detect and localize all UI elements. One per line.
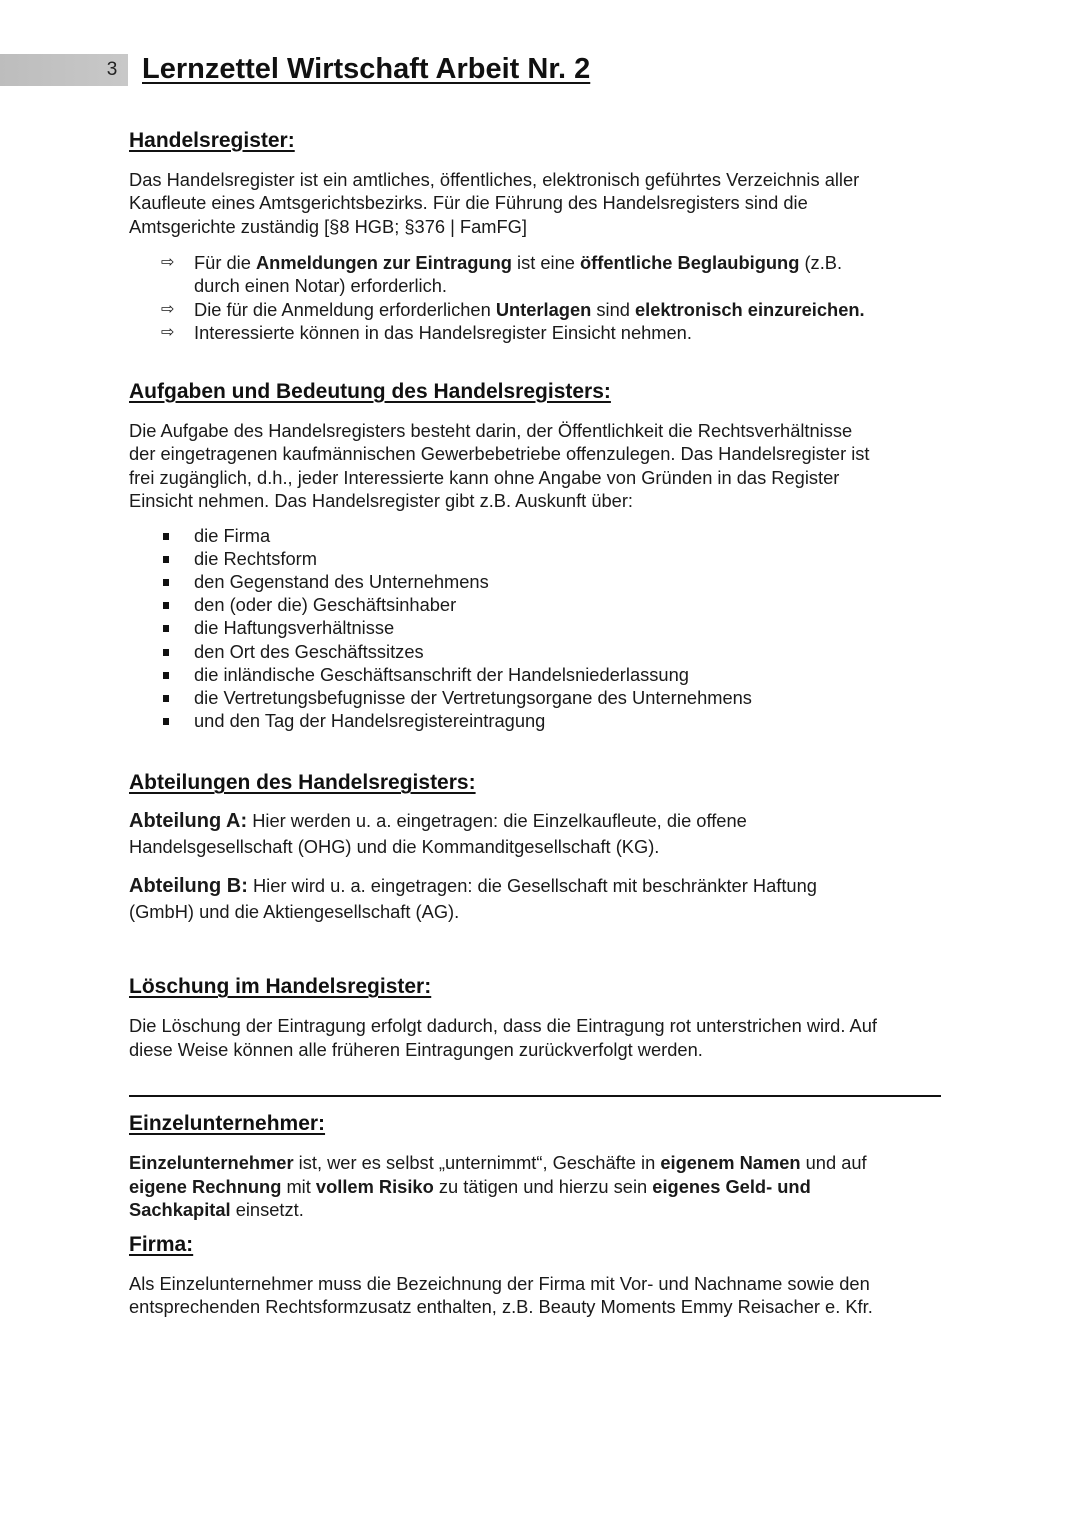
heading-aufgaben: Aufgaben und Bedeutung des Handelsregisters: (129, 380, 611, 404)
list-item-text: die Firma (194, 524, 271, 546)
heading-handelsregister: Handelsregister: (129, 129, 295, 152)
text: und auf (800, 1152, 867, 1174)
section-handelsregister (129, 126, 969, 344)
list-item-text: die Vertretungsbefugnisse der Vertretungsorgane des Unternehmens (194, 687, 752, 709)
list-item (129, 570, 969, 593)
list-item (129, 321, 969, 344)
section-einzelunternehmer (129, 1109, 969, 1221)
bold-text: eigenes Geld- und (652, 1175, 811, 1197)
bold-text: Einzelunternehmer (129, 1152, 294, 1174)
text-line: Einsicht nehmen. Das Handelsregister gibt z.B. Auskunft über: (129, 490, 634, 512)
bold-text: Sachkapital (129, 1199, 231, 1221)
square-bullet-icon (163, 625, 169, 632)
square-bullet-icon (163, 533, 169, 540)
text: Handelsgesellschaft (OHG) und die Kommanditgesellschaft (KG). (129, 836, 660, 858)
aufgaben-text (129, 419, 969, 513)
square-bullet-icon (163, 579, 169, 586)
page-number: 3 (106, 59, 118, 80)
square-bullet-icon (163, 602, 169, 609)
text: (GmbH) und die Aktiengesellschaft (AG). (129, 901, 460, 923)
intro-line: Kaufleute eines Amtsgerichtsbezirks. Für die Führung des Handelsregisters sind die (129, 192, 808, 214)
text: Für die (194, 252, 256, 274)
heading-loeschung: Löschung im Handelsregister: (129, 975, 432, 999)
text: (z.B. (799, 252, 843, 274)
document-title: Lernzettel Wirtschaft Arbeit Nr. 2 (142, 53, 591, 85)
abteilung-b-label: Abteilung B: (129, 875, 248, 898)
list-item (129, 547, 969, 570)
text-line: Die Aufgabe des Handelsregisters besteht darin, der Öffentlichkeit die Rechtsverhältnisse (129, 420, 853, 442)
text: Interessierte können in das Handelsregister Einsicht nehmen. (194, 321, 692, 343)
loeschung-text (129, 1014, 969, 1061)
document-body (129, 126, 969, 1318)
firma-text (129, 1272, 969, 1319)
square-bullet-icon (163, 649, 169, 656)
list-item (129, 709, 969, 732)
text: zu tätigen und hierzu sein (433, 1175, 653, 1197)
list-item-text: und den Tag der Handelsregistereintragung (194, 710, 546, 732)
list-item (129, 640, 969, 663)
abteilung-a-label: Abteilung A: (129, 810, 248, 833)
abteilung-a (129, 808, 969, 859)
list-item (129, 251, 969, 297)
text: mit (281, 1175, 316, 1197)
list-item (129, 616, 969, 639)
text: ist eine (511, 252, 581, 274)
section-abteilungen (129, 768, 969, 924)
auskunft-list (129, 524, 969, 733)
bold-text: Unterlagen (495, 298, 592, 320)
bold-text: Anmeldungen zur Eintragung (255, 252, 512, 274)
handelsregister-bullets (129, 251, 969, 344)
text-line: frei zugänglich, d.h., jeder Interessierte kann ohne Angabe von Gründen in das Register (129, 466, 840, 488)
arrow-icon: ⇨ (161, 300, 175, 318)
section-firma (129, 1230, 969, 1319)
text: durch einen Notar) erforderlich. (194, 275, 448, 297)
square-bullet-icon (163, 672, 169, 679)
text: Hier wird u. a. eingetragen: die Gesellschaft mit beschränkter Haftung (247, 875, 817, 897)
bold-text: eigenem Namen (660, 1152, 801, 1174)
text: einsetzt. (230, 1199, 304, 1221)
text: ist, wer es selbst „unternimmt“, Geschäfte in (293, 1152, 661, 1174)
bold-text: elektronisch einzureichen. (635, 298, 865, 320)
heading-abteilungen: Abteilungen des Handelsregisters: (129, 771, 476, 795)
section-divider (129, 1095, 941, 1097)
list-item-text: den Ort des Geschäftssitzes (194, 640, 424, 662)
heading-einzelunternehmer: Einzelunternehmer: (129, 1112, 326, 1136)
list-item (129, 298, 969, 321)
list-item-text: den (oder die) Geschäftsinhaber (194, 594, 457, 616)
section-loeschung (129, 972, 969, 1061)
list-item (129, 524, 969, 547)
section-aufgaben (129, 377, 969, 732)
text-line: diese Weise können alle früheren Eintragungen zurückverfolgt werden. (129, 1038, 703, 1060)
handelsregister-intro (129, 168, 969, 238)
arrow-icon: ⇨ (161, 254, 175, 272)
text: sind (591, 298, 636, 320)
bold-text: vollem Risiko (315, 1175, 434, 1197)
square-bullet-icon (163, 556, 169, 563)
text-line: Als Einzelunternehmer muss die Bezeichnung der Firma mit Vor- und Nachname sowie den (129, 1272, 870, 1294)
arrow-icon: ⇨ (161, 323, 175, 341)
list-item-text: die Rechtsform (194, 547, 317, 569)
text-line: entsprechenden Rechtsformzusatz enthalten, z.B. Beauty Moments Emmy Reisacher e. Kfr. (129, 1295, 873, 1317)
list-item (129, 663, 969, 686)
list-item (129, 593, 969, 616)
abteilung-b (129, 873, 969, 924)
text-line: der eingetragenen kaufmännischen Gewerbebetriebe offenzulegen. Das Handelsregister ist (129, 443, 870, 465)
list-item-text: die inländische Geschäftsanschrift der Handelsniederlassung (194, 663, 689, 685)
square-bullet-icon (163, 695, 169, 702)
heading-firma: Firma: (129, 1232, 194, 1256)
intro-line: Das Handelsregister ist ein amtliches, öffentliches, elektronisch geführtes Verzeichnis aller (129, 169, 860, 190)
intro-line: Amtsgerichte zuständig [§8 HGB; §376 | FamFG] (129, 215, 527, 237)
einzelunternehmer-text (129, 1151, 969, 1221)
list-item-text: den Gegenstand des Unternehmens (194, 571, 489, 593)
list-item-text: die Haftungsverhältnisse (194, 617, 395, 639)
bold-text: öffentliche Beglaubigung (580, 252, 800, 274)
square-bullet-icon (163, 718, 169, 725)
text-line: Die Löschung der Eintragung erfolgt dadurch, dass die Eintragung rot unterstrichen wird. Auf (129, 1015, 877, 1037)
bold-text: eigene Rechnung (129, 1175, 282, 1197)
text: Hier werden u. a. eingetragen: die Einzelkaufleute, die offene (247, 810, 747, 832)
text: Die für die Anmeldung erforderlichen (194, 298, 496, 320)
list-item (129, 686, 969, 709)
